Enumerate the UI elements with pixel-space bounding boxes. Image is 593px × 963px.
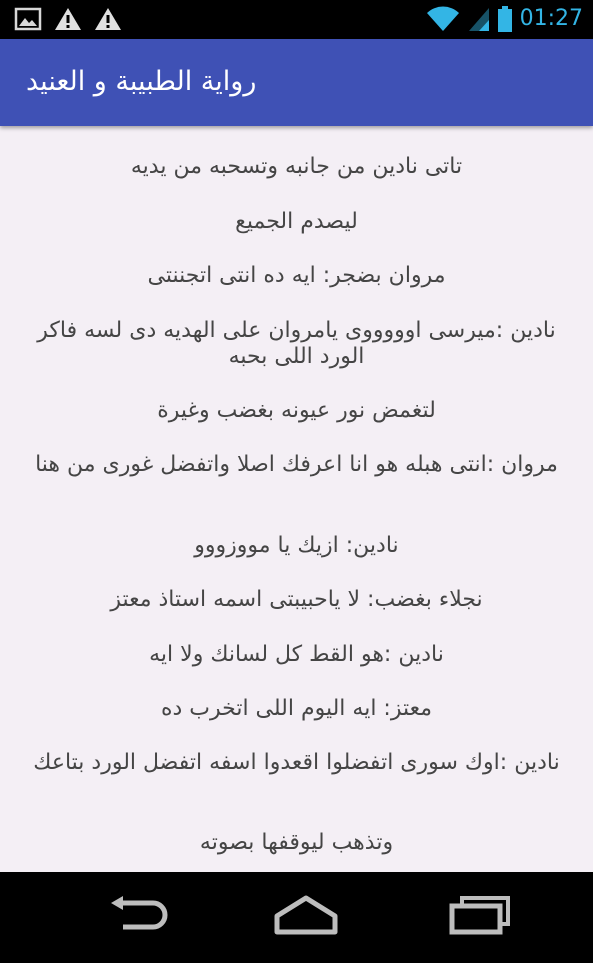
story-paragraph: لتغمض نور عيونه بغضب وغيرة xyxy=(157,398,436,423)
story-paragraph: نادين: ازيك يا مووزووو xyxy=(194,533,399,558)
page-title: رواية الطبيبة و العنيد xyxy=(26,66,257,97)
navigation-bar xyxy=(0,872,593,963)
warning-icon xyxy=(94,7,122,31)
app-bar xyxy=(0,39,593,126)
story-paragraph: ليصدم الجميع xyxy=(235,209,358,234)
back-icon xyxy=(107,895,169,939)
story-paragraph: مروان بضجر: ايه ده انتى اتجننتى xyxy=(147,263,446,288)
home-icon xyxy=(271,894,341,940)
story-paragraph: نادين :هو القط كل لسانك ولا ايه xyxy=(149,642,444,667)
battery-icon xyxy=(498,6,512,32)
story-paragraph: نادين :اوك سورى اتفضلوا اقعدوا اسفه اتفضل الورد بتاعك xyxy=(33,750,560,775)
status-bar xyxy=(0,0,593,39)
warning-icon xyxy=(54,7,82,31)
story-paragraph: نجلاء بغضب: لا ياحبيبتى اسمه استاذ معتز xyxy=(110,587,483,612)
story-content[interactable] xyxy=(0,126,593,872)
clock: 01:27 xyxy=(519,6,583,31)
recents-button[interactable] xyxy=(440,894,520,940)
signal-icon xyxy=(468,6,490,32)
image-icon xyxy=(14,7,42,31)
story-paragraph: نادين :ميرسى اوووووى يامروان على الهديه دى لسه فاكر الورد اللى بحبه xyxy=(37,318,556,369)
story-paragraph: معتز: ايه اليوم اللى اتخرب ده xyxy=(160,696,433,721)
wifi-icon xyxy=(426,6,460,32)
story-paragraph: تاتى نادين من جانبه وتسحبه من يديه xyxy=(130,154,463,179)
recents-icon xyxy=(448,894,512,940)
story-paragraph: مروان :انتى هبله هو انا اعرفك اصلا واتفضل غورى من هنا xyxy=(35,452,558,477)
back-button[interactable] xyxy=(98,894,178,940)
home-button[interactable] xyxy=(266,894,346,940)
story-paragraph: وتذهب ليوقفها بصوته xyxy=(199,830,394,855)
